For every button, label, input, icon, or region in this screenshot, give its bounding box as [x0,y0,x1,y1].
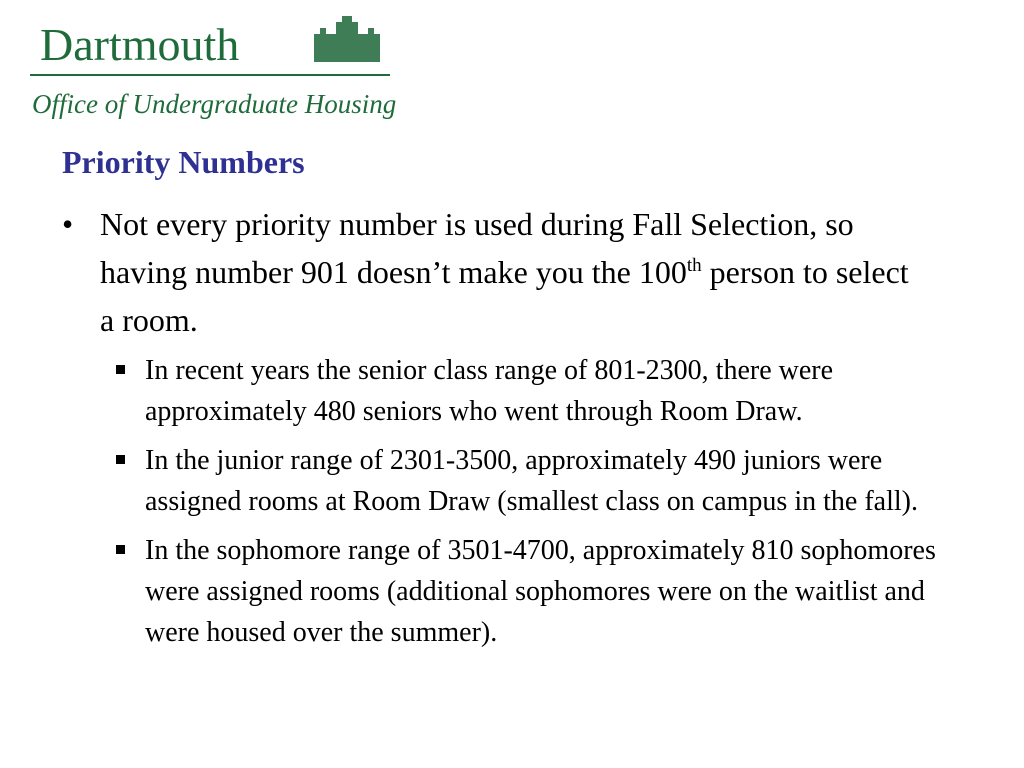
dartmouth-logo [30,10,397,130]
main-bullet-text-end: person to select a room. [100,254,909,338]
building-icon [314,14,380,62]
square-bullet-icon [116,545,125,554]
main-bullet [62,200,962,344]
bullet-marker: • [62,206,74,242]
logo-divider [30,74,390,76]
square-bullet-icon [116,365,125,374]
main-bullet-text-start: Not every priority number is used during Fall Selection, so having number 901 doesn’t make you the 100 [100,206,854,290]
office-name: Office of Undergraduate Housing [32,89,397,119]
logo-wordmark: Dartmouth [40,19,240,70]
sub-bullet-text: In recent years the senior class range of 801-2300, there were approximately 480 seniors who went through Room Draw. [145,355,834,427]
list-item [108,350,968,432]
square-bullet-icon [116,455,125,464]
slide-title: Priority Numbers [62,144,305,180]
list-item [108,530,968,653]
sub-bullet-text: In the junior range of 2301-3500, approximately 490 juniors were assigned rooms at Room Draw (smallest class on campus in the fall). [145,445,918,517]
main-bullet-text [100,200,930,344]
sub-bullet-list [108,350,968,661]
list-item [108,440,968,522]
sub-bullet-text: In the sophomore range of 3501-4700, approximately 810 sophomores were assigned rooms (additional sophomores were on the waitlist and were housed over the summer). [145,535,936,648]
ordinal-suffix: th [686,255,702,276]
